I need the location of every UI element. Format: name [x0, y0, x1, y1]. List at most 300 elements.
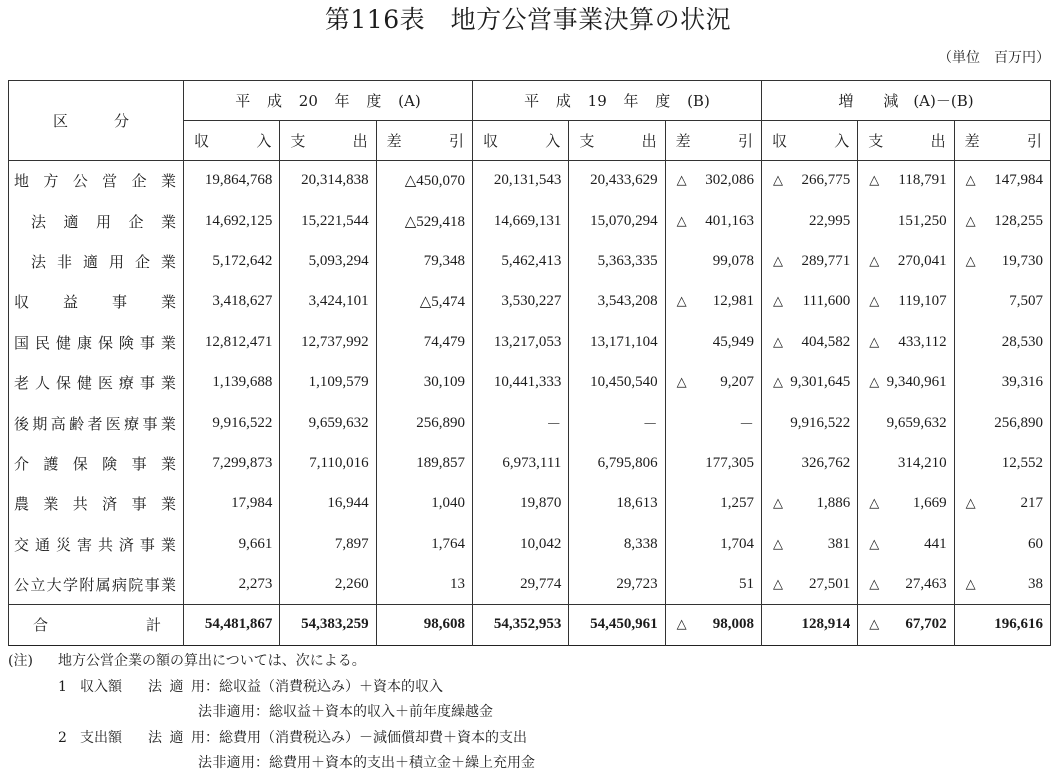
- note-separator: ：: [255, 704, 269, 721]
- value-cell: [569, 564, 665, 604]
- value-box: [388, 212, 465, 231]
- label-char: 用: [240, 704, 255, 721]
- table-header: [9, 81, 1051, 161]
- note-line: [8, 700, 1048, 726]
- negative-sign: △: [869, 576, 880, 592]
- cell-value: 1,040: [431, 495, 465, 512]
- column-header-label: [290, 130, 367, 151]
- value-box: [773, 293, 850, 310]
- label-char: 非: [212, 755, 227, 772]
- cell-value: 74,479: [423, 333, 465, 350]
- value-cell: [184, 241, 280, 281]
- value-box: [388, 292, 465, 311]
- value-box: [966, 455, 1043, 472]
- label-char: 営: [102, 172, 118, 191]
- label-char: 公: [14, 575, 30, 594]
- label-char: 健: [55, 333, 71, 352]
- value-box: [388, 415, 465, 432]
- label-char: 計: [145, 616, 161, 635]
- label-char: 用: [95, 212, 111, 231]
- label-char: 保: [72, 454, 88, 473]
- column-header-label: [194, 130, 271, 151]
- cell-value: 1,139,688: [212, 374, 273, 391]
- value-cell: [376, 484, 472, 524]
- label-char: 法: [148, 729, 162, 746]
- note-heading: 地方公営企業の額の算出については、次による。: [58, 653, 366, 669]
- table-row: [9, 443, 1051, 483]
- cell-value: 9,340,961: [886, 374, 947, 391]
- value-box: [966, 253, 1043, 270]
- cell-value: 29,774: [520, 575, 562, 592]
- value-cell: [858, 403, 954, 443]
- cell-value: 151,250: [897, 212, 947, 229]
- negative-sign: △: [772, 375, 783, 391]
- label-char: 健: [76, 374, 92, 393]
- label-char: 業: [160, 414, 176, 433]
- label-char: 属: [95, 575, 111, 594]
- value-box: [195, 455, 272, 472]
- value-cell: [280, 403, 376, 443]
- label-char: 事: [139, 333, 155, 352]
- group-header-fy19: 平 成 19 年 度 (B): [472, 81, 761, 121]
- value-cell: [280, 443, 376, 483]
- total-row: [9, 605, 1051, 645]
- note-item-name: 収入額: [80, 678, 122, 695]
- negative-sign: △: [676, 294, 687, 310]
- value-cell: [472, 443, 568, 483]
- label-char: 適: [226, 755, 241, 772]
- row-label-cell: [9, 524, 184, 564]
- label-char: 共: [72, 495, 88, 514]
- cell-value: 12,981: [712, 293, 754, 310]
- value-box: [484, 536, 561, 553]
- value-cell: [184, 605, 280, 645]
- row-label: [31, 211, 176, 232]
- value-cell: [954, 564, 1050, 604]
- cell-value: 28,530: [1001, 333, 1043, 350]
- label-char: 収: [14, 293, 30, 312]
- value-box: [484, 293, 561, 310]
- cell-value: 5,363,335: [597, 252, 658, 269]
- value-cell: [472, 241, 568, 281]
- value-cell: [858, 484, 954, 524]
- label-char: 引: [737, 132, 753, 150]
- cell-value: 54,450,961: [590, 616, 658, 633]
- cell-value: △450,070: [404, 173, 465, 190]
- label-char: 適: [169, 678, 184, 695]
- value-box: [677, 455, 754, 472]
- value-box: [869, 213, 946, 230]
- value-cell: [184, 524, 280, 564]
- value-box: [195, 293, 272, 310]
- value-cell: [376, 241, 472, 281]
- value-box: [195, 536, 272, 553]
- label-char: 益: [62, 293, 78, 312]
- note-line: [8, 751, 1048, 777]
- value-box: [677, 172, 754, 189]
- value-box: [677, 334, 754, 351]
- cell-value: 3,543,208: [597, 293, 658, 310]
- value-box: [580, 172, 657, 189]
- value-cell: [376, 605, 472, 645]
- table-row: [9, 201, 1051, 241]
- cell-value: 9,659,632: [308, 414, 369, 431]
- cell-value: 19,870: [520, 495, 562, 512]
- value-cell: [761, 564, 857, 604]
- value-box: [580, 576, 657, 593]
- value-box: [773, 536, 850, 553]
- label-char: 高: [50, 414, 66, 433]
- value-cell: [184, 282, 280, 322]
- row-label: [14, 291, 176, 312]
- value-box: [388, 536, 465, 553]
- note-formula: 総費用＋資本的支出＋積立金＋繰上充用金: [269, 755, 535, 772]
- value-box: [195, 616, 272, 633]
- cell-value: 10,042: [520, 535, 562, 552]
- value-box: [677, 213, 754, 230]
- row-label-cell: [9, 403, 184, 443]
- value-box: [966, 576, 1043, 593]
- value-box: [580, 495, 657, 512]
- cell-value: 54,352,953: [493, 616, 562, 633]
- label-char: 差: [964, 132, 980, 150]
- label-char: 支: [290, 132, 306, 150]
- value-cell: [376, 524, 472, 564]
- value-cell: [569, 605, 665, 645]
- value-cell: [184, 322, 280, 362]
- value-box: [484, 495, 561, 512]
- value-cell: [376, 322, 472, 362]
- note-type: [198, 700, 255, 726]
- cell-value: 19,864,768: [204, 172, 273, 189]
- cell-value: 7,897: [334, 535, 369, 552]
- table-row: [9, 282, 1051, 322]
- negative-sign: △: [772, 294, 783, 310]
- value-cell: [858, 161, 954, 201]
- value-box: [869, 415, 946, 432]
- value-cell: [569, 524, 665, 564]
- label-char: 非: [212, 704, 227, 721]
- negative-sign: △: [772, 496, 783, 512]
- label-char: 護: [43, 454, 59, 473]
- value-cell: [569, 403, 665, 443]
- negative-sign: △: [869, 294, 880, 310]
- label-char: 災: [55, 535, 71, 554]
- column-header-label: [387, 130, 464, 151]
- table-row: [9, 362, 1051, 402]
- cell-value: 196,616: [994, 616, 1043, 633]
- cell-value: 128,255: [994, 212, 1043, 229]
- value-cell: [665, 524, 761, 564]
- label-char: 差: [675, 132, 691, 150]
- value-cell: [376, 201, 472, 241]
- label-char: 険: [118, 333, 134, 352]
- label-char: 事: [111, 293, 127, 312]
- cell-value: 9,661: [238, 535, 273, 552]
- value-cell: [761, 282, 857, 322]
- value-cell: [858, 241, 954, 281]
- value-box: [580, 253, 657, 270]
- label-char: 通: [34, 535, 50, 554]
- label-char: 地: [14, 172, 30, 191]
- cell-value: 270,041: [897, 252, 947, 269]
- cell-value: 217: [1020, 495, 1043, 512]
- note-type: [148, 726, 205, 752]
- cell-value: 147,984: [994, 172, 1043, 189]
- cell-value: 7,507: [1009, 293, 1043, 310]
- column-header-balance: [376, 121, 472, 161]
- value-box: [291, 536, 368, 553]
- value-box: [773, 455, 850, 472]
- label-char: 事: [142, 414, 158, 433]
- value-box: [773, 495, 850, 512]
- note-type: [198, 751, 255, 777]
- negative-sign: △: [965, 576, 976, 592]
- row-label: [14, 413, 176, 434]
- label-char: 法: [198, 704, 212, 721]
- row-label-cell: [9, 161, 184, 201]
- value-cell: [954, 484, 1050, 524]
- note-spacer: [8, 726, 58, 752]
- cell-value: 9,659,632: [886, 414, 947, 431]
- value-cell: [569, 201, 665, 241]
- value-box: [773, 253, 850, 270]
- label-char: 険: [102, 454, 118, 473]
- cell-value: 256,890: [416, 414, 465, 431]
- column-header-label: [868, 130, 945, 151]
- negative-sign: △: [965, 253, 976, 269]
- value-cell: [184, 201, 280, 241]
- value-box: [291, 334, 368, 351]
- value-box: [388, 374, 465, 391]
- value-box: [677, 293, 754, 310]
- value-box: [966, 536, 1043, 553]
- label-char: 康: [76, 333, 92, 352]
- label-char: 引: [1026, 132, 1042, 150]
- label-char: 大: [46, 575, 62, 594]
- note-spacer: [58, 751, 198, 777]
- note-spacer: [8, 700, 58, 726]
- value-cell: [761, 484, 857, 524]
- negative-sign: △: [965, 213, 976, 229]
- cell-value: 13,171,104: [590, 333, 658, 350]
- value-cell: [761, 362, 857, 402]
- value-box: [677, 576, 754, 593]
- value-cell: [858, 605, 954, 645]
- column-header-revenue: [761, 121, 857, 161]
- cell-value: 12,737,992: [301, 333, 369, 350]
- value-box: [484, 576, 561, 593]
- value-cell: [472, 605, 568, 645]
- value-box: [869, 253, 946, 270]
- value-cell: [184, 564, 280, 604]
- value-cell: [954, 241, 1050, 281]
- cell-value: 381: [827, 535, 851, 552]
- value-box: [291, 293, 368, 310]
- cell-value: 45,949: [712, 333, 754, 350]
- negative-sign: △: [676, 173, 687, 189]
- cell-value: 128,914: [801, 616, 851, 633]
- label-char: 済: [102, 495, 118, 514]
- value-cell: [280, 362, 376, 402]
- cell-value: 60: [1027, 535, 1043, 552]
- label-char: 合: [33, 616, 49, 635]
- value-cell: [761, 403, 857, 443]
- label-char: 共: [97, 535, 113, 554]
- negative-sign: △: [869, 496, 880, 512]
- label-char: 法: [31, 252, 47, 271]
- cell-value: 51: [738, 575, 754, 592]
- value-box: [195, 334, 272, 351]
- value-box: [291, 616, 368, 633]
- label-char: 入: [834, 132, 850, 150]
- label-char: 用: [191, 678, 205, 695]
- value-box: [869, 172, 946, 189]
- label-char: 事: [131, 495, 147, 514]
- value-box: [966, 374, 1043, 391]
- value-box: [291, 213, 368, 230]
- row-label: [14, 372, 176, 393]
- note-spacer: [58, 700, 198, 726]
- cell-value: 1,764: [431, 535, 465, 552]
- value-cell: [472, 322, 568, 362]
- row-label-cell: [9, 605, 184, 645]
- negative-sign: △: [965, 173, 976, 189]
- value-cell: [858, 362, 954, 402]
- header-row-groups: [9, 81, 1051, 121]
- value-cell: [280, 322, 376, 362]
- label-char: 非: [56, 252, 72, 271]
- value-box: [484, 172, 561, 189]
- value-box: [580, 536, 657, 553]
- negative-sign: △: [869, 253, 880, 269]
- value-box: [484, 616, 561, 633]
- row-label-cell: [9, 201, 184, 241]
- value-box: [580, 374, 657, 391]
- value-cell: [569, 241, 665, 281]
- value-cell: [761, 161, 857, 201]
- row-label: [14, 493, 176, 514]
- value-box: [966, 616, 1043, 633]
- cell-value: 20,131,543: [493, 172, 562, 189]
- value-box: [869, 536, 946, 553]
- note-formula: 総収益（消費税込み）＋資本的収入: [219, 678, 443, 695]
- value-box: [966, 172, 1043, 189]
- cell-value: 119,107: [898, 293, 947, 310]
- value-box: [484, 374, 561, 391]
- label-char: 引: [448, 132, 464, 150]
- label-char: 院: [128, 575, 144, 594]
- value-cell: [472, 362, 568, 402]
- cell-value: 17,984: [231, 495, 273, 512]
- row-label-cell: [9, 241, 184, 281]
- value-box: [291, 374, 368, 391]
- value-box: [388, 171, 465, 190]
- value-box: [291, 576, 368, 593]
- negative-sign: △: [869, 617, 880, 633]
- label-char: 企: [131, 172, 147, 191]
- cell-value: 326,762: [801, 454, 851, 471]
- cell-value: 98,008: [712, 616, 754, 633]
- value-box: [291, 172, 368, 189]
- value-cell: [472, 403, 568, 443]
- label-char: 出: [352, 132, 368, 150]
- value-cell: [954, 282, 1050, 322]
- value-box: [580, 455, 657, 472]
- unit-label: （単位 百万円）: [938, 50, 1050, 66]
- cell-value: 111,600: [802, 293, 851, 310]
- value-box: [677, 495, 754, 512]
- table-title: 第116表 地方公営事業決算の状況: [324, 5, 732, 34]
- value-box: [580, 334, 657, 351]
- value-cell: [376, 362, 472, 402]
- column-header-label: [965, 130, 1042, 151]
- value-cell: [665, 241, 761, 281]
- cell-value: 3,418,627: [212, 293, 273, 310]
- cell-value: 1,704: [720, 535, 754, 552]
- label-char: 法: [148, 678, 162, 695]
- cell-value: 14,692,125: [204, 212, 273, 229]
- table-row: [9, 241, 1051, 281]
- cell-value: 7,110,016: [309, 454, 369, 471]
- cell-value: △5,474: [419, 294, 465, 311]
- cell-value: 2,273: [238, 575, 273, 592]
- label-char: 介: [14, 454, 30, 473]
- note-item-name: 支出額: [80, 729, 122, 746]
- label-char: 事: [139, 535, 155, 554]
- note-spacer: [8, 751, 58, 777]
- value-cell: [665, 443, 761, 483]
- label-char: 業: [160, 454, 176, 473]
- value-box: [773, 213, 850, 230]
- cell-value: 67,702: [905, 616, 947, 633]
- label-char: 業: [160, 293, 176, 312]
- value-cell: [954, 161, 1050, 201]
- value-cell: [954, 403, 1050, 443]
- value-box: [388, 576, 465, 593]
- label-char: 済: [118, 535, 134, 554]
- column-header-label: [483, 130, 560, 151]
- note-line: [8, 726, 1048, 752]
- cell-value: 79,348: [423, 252, 465, 269]
- cell-value: 256,890: [994, 414, 1043, 431]
- label-char: 保: [55, 374, 71, 393]
- value-box: [773, 616, 850, 633]
- label-char: 交: [14, 535, 30, 554]
- note-formula: 総収益＋資本的収入＋前年度繰越金: [269, 704, 493, 721]
- label-char: 事: [144, 575, 160, 594]
- value-box: [677, 536, 754, 553]
- value-box: [966, 334, 1043, 351]
- value-cell: [665, 201, 761, 241]
- note-number: 1: [58, 678, 67, 695]
- label-char: 収: [771, 132, 787, 150]
- label-char: 収: [194, 132, 210, 150]
- value-cell: [569, 362, 665, 402]
- label-char: 出: [641, 132, 657, 150]
- value-box: [195, 495, 272, 512]
- cell-value: 99,078: [712, 252, 754, 269]
- row-label-cell: [9, 484, 184, 524]
- value-cell: [665, 564, 761, 604]
- label-char: 後: [14, 414, 30, 433]
- value-box: [580, 213, 657, 230]
- cell-value: 1,886: [816, 495, 851, 512]
- value-cell: [665, 403, 761, 443]
- label-char: 業: [43, 495, 59, 514]
- note-separator: ：: [255, 755, 269, 772]
- cell-value: △529,418: [404, 213, 465, 230]
